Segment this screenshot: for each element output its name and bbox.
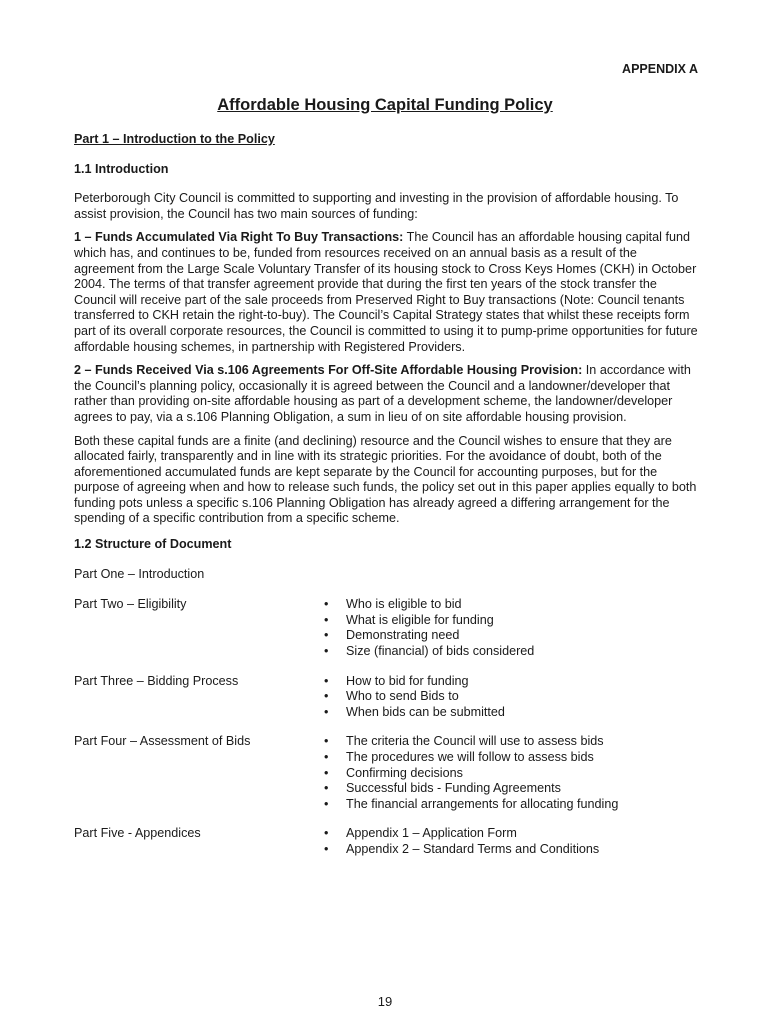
list-item: • Who is eligible to bid xyxy=(324,597,534,613)
list-item: • The criteria the Council will use to assess bids xyxy=(324,734,618,750)
structure-part-label: Part Five - Appendices xyxy=(74,826,201,841)
fund1-body: The Council has an affordable housing capital fund which has, and continues to be, funded from resources received on an annual basis as a result of the agreement from the Large Scale Voluntary Transfer of its housing stock to Cross Keys Homes (CKH) in October 2004. The terms of that transfer agreement provide that during the first ten years of the stock transfer the Council will receive part of the sale proceeds from Preserved Right to Buy transactions (Note: Council tenants transferred to CKH retain the right-to-buy). The Council’s Capital Strategy states that whilst these receipts form part of its overall corporate resources, the Council is committed to using it to pump-prime opportunities for future affordable housing schemes, in partnership with Registered Providers. xyxy=(74,230,698,354)
intro-paragraph: Peterborough City Council is committed to supporting and investing in the provision of affordable housing. To assist provision, the Council has two main sources of funding: xyxy=(74,191,679,221)
list-item: • The financial arrangements for allocating funding xyxy=(324,797,618,813)
structure-table xyxy=(74,567,700,858)
structure-part-label: Part Three – Bidding Process xyxy=(74,673,239,688)
page-number: 19 xyxy=(377,994,393,1009)
list-item: • Confirming decisions xyxy=(324,766,618,782)
page-title: Affordable Housing Capital Funding Policy xyxy=(217,96,553,114)
fund2-body: In accordance with the Council’s planning policy, occasionally it is agreed between the Council and a landowner/developer that rather than providing on-site affordable housing as part of a development scheme, the landowner/developer agrees to pay, via a s.106 Planning Obligation, a sum in lieu of on site affordable housing provision. xyxy=(74,363,691,424)
appendix-label: APPENDIX A xyxy=(622,62,698,76)
list-item: • Size (financial) of bids considered xyxy=(324,644,534,660)
list-item: • How to bid for funding xyxy=(324,674,505,690)
structure-row xyxy=(74,567,700,583)
fund2-lead: 2 – Funds Received Via s.106 Agreements For Off-Site Affordable Housing Provision: xyxy=(74,363,583,378)
list-item: • What is eligible for funding xyxy=(324,613,534,629)
list-item: • The procedures we will follow to assess bids xyxy=(324,750,618,766)
both-funds-paragraph: Both these capital funds are a finite (and declining) resource and the Council wishes to ensure that they are allocated fairly, transparently and in line with its strategic priorities. For the avoidance of doubt, both of the aforementioned accumulated funds are kept separate by the Council for accounting purposes, but for the purpose of agreeing when and how to release such funds, the policy set out in this paper applies equally to both funding pots unless a specific s.106 Planning Obligation has already agreed a differing arrangement for the spending of a specific contribution from a specific scheme. xyxy=(74,433,697,526)
structure-bullet-list xyxy=(324,674,505,721)
section-1-1-heading: 1.1 Introduction xyxy=(74,161,169,176)
structure-bullet-list xyxy=(324,734,618,812)
document-body xyxy=(74,132,700,872)
structure-row xyxy=(74,597,700,659)
structure-bullet-list xyxy=(324,826,599,857)
list-item: • When bids can be submitted xyxy=(324,705,505,721)
list-item: • Appendix 2 – Standard Terms and Conditions xyxy=(324,842,599,858)
structure-row xyxy=(74,734,700,812)
list-item: • Successful bids - Funding Agreements xyxy=(324,781,618,797)
section-1-2-heading: 1.2 Structure of Document xyxy=(74,537,232,552)
list-item: • Appendix 1 – Application Form xyxy=(324,826,599,842)
fund2-paragraph xyxy=(74,363,700,425)
structure-row xyxy=(74,674,700,721)
fund1-lead: 1 – Funds Accumulated Via Right To Buy Transactions: xyxy=(74,230,404,245)
list-item: • Who to send Bids to xyxy=(324,689,505,705)
part1-heading: Part 1 – Introduction to the Policy xyxy=(74,132,275,146)
list-item: • Demonstrating need xyxy=(324,628,534,644)
structure-part-label: Part Four – Assessment of Bids xyxy=(74,734,251,749)
fund1-paragraph xyxy=(74,230,700,355)
structure-row xyxy=(74,826,700,857)
structure-part-label: Part One – Introduction xyxy=(74,566,205,581)
structure-part-label: Part Two – Eligibility xyxy=(74,597,187,612)
structure-bullet-list xyxy=(324,597,534,659)
